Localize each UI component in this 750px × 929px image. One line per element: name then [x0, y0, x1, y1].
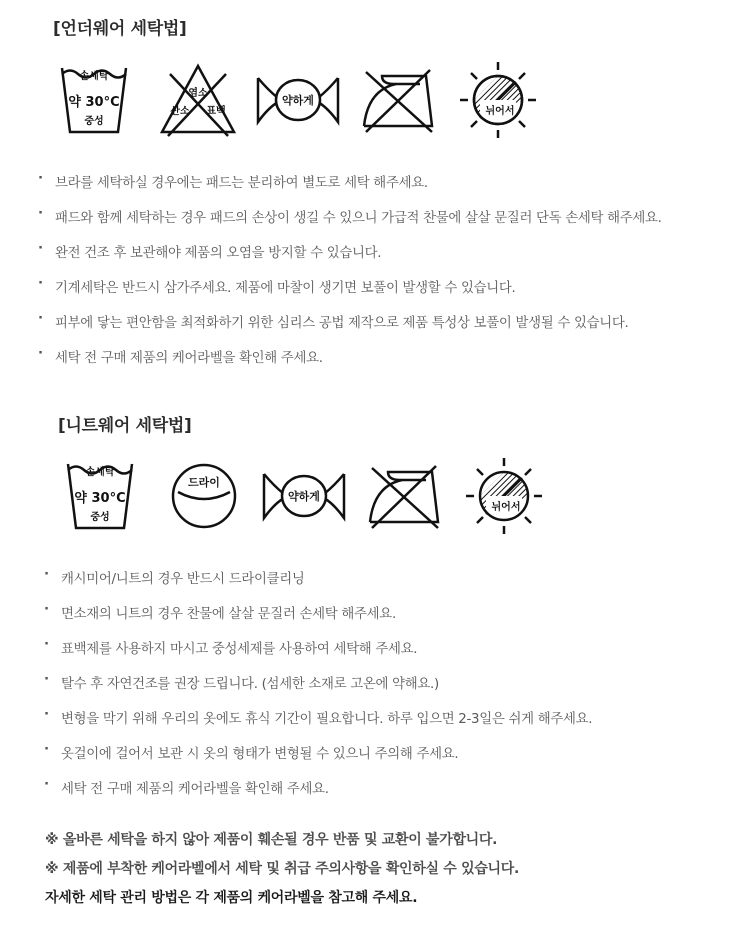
list-item: · 변형을 막기 위해 우리의 옷에도 휴식 기간이 필요합니다. 하루 입으면 2-3일은 쉬게 해주세요. [44, 708, 592, 743]
list-item: · 표백제를 사용하지 마시고 중성세제를 사용하여 세탁해 주세요. [44, 638, 592, 673]
list-item: · 세탁 전 구매 제품의 케어라벨을 확인해 주세요. [44, 778, 592, 813]
no-iron-icon [362, 456, 446, 536]
list-item: · 옷걸이에 걸어서 보관 시 옷의 형태가 변형될 수 있으니 주의해 주세요. [44, 743, 592, 778]
note-refer-label: 자세한 세탁 관리 방법은 각 제품의 케어라벨을 참고해 주세요. [45, 890, 418, 906]
list-item: · 브라를 세탁하실 경우에는 패드는 분리하여 별도로 세탁 해주세요. [38, 172, 662, 207]
hand-wash-label: 손세탁 [79, 71, 109, 82]
shade-dry-flat-icon [462, 456, 546, 536]
list-item: · 면소재의 니트의 경우 찬물에 살살 문질러 손세탁 해주세요. [44, 603, 592, 638]
bleach-label: 표백 [206, 106, 226, 117]
list-item: · 패드와 함께 세탁하는 경우 패드의 손상이 생길 수 있으니 가급적 찬물에 살살 문질러 단독 손세탁 해주세요. [38, 207, 662, 242]
knitwear-section-title: [니트웨어 세탁법] [58, 416, 192, 436]
underwear-section-title: [언더웨어 세탁법] [53, 19, 187, 39]
list-item: · 완전 건조 후 보관해야 제품의 오염을 방지할 수 있습니다. [38, 242, 662, 277]
bleach-chlorine-label: 염소 [188, 88, 208, 99]
list-item: · 기계세탁은 반드시 삼가주세요. 제품에 마찰이 생기면 보풀이 발생할 수 있습니다. [38, 277, 662, 312]
no-iron-icon [356, 60, 440, 140]
hand-wash-detergent: 중성 [90, 512, 110, 523]
hand-wash-icon [56, 60, 140, 140]
hand-wash-temp: 약 30°C [68, 95, 120, 110]
wring-label: 약하게 [288, 490, 320, 503]
list-item: · 탈수 후 자연건조를 권장 드립니다. (섬세한 소재로 고온에 약해요.) [44, 673, 592, 708]
hand-wash-label: 손세탁 [85, 467, 115, 478]
gentle-wring-icon [256, 60, 340, 140]
dry-clean-label: 드라이 [188, 476, 220, 489]
shade-dry-label: 뉘어서 [491, 502, 521, 513]
list-item: · 캐시미어/니트의 경우 반드시 드라이클리닝 [44, 568, 592, 603]
dry-clean-icon [162, 456, 246, 536]
hand-wash-temp: 약 30°C [74, 491, 126, 506]
hand-wash-icon [62, 456, 146, 536]
shade-dry-flat-icon [456, 60, 540, 140]
underwear-care-icons [56, 60, 556, 140]
knitwear-care-icons [62, 456, 562, 536]
shade-dry-label: 뉘어서 [485, 106, 515, 117]
list-item: · 세탁 전 구매 제품의 케어라벨을 확인해 주세요. [38, 347, 662, 382]
underwear-care-list [38, 172, 662, 382]
no-chlorine-oxygen-bleach-icon [156, 60, 240, 140]
note-no-return: ※ 올바른 세탁을 하지 않아 제품이 훼손될 경우 반품 및 교환이 불가합니다. [45, 832, 498, 848]
note-care-label: ※ 제품에 부착한 케어라벨에서 세탁 및 취급 주의사항을 확인하실 수 있습니다. [45, 861, 520, 877]
bleach-oxygen-label: 산소 [170, 106, 190, 117]
gentle-wring-icon [262, 456, 346, 536]
list-item: · 피부에 닿는 편안함을 최적화하기 위한 심리스 공법 제작으로 제품 특성상 보풀이 발생될 수 있습니다. [38, 312, 662, 347]
care-notes [45, 829, 519, 916]
wring-label: 약하게 [282, 94, 314, 107]
knitwear-care-list [44, 568, 592, 813]
hand-wash-detergent: 중성 [84, 116, 104, 127]
